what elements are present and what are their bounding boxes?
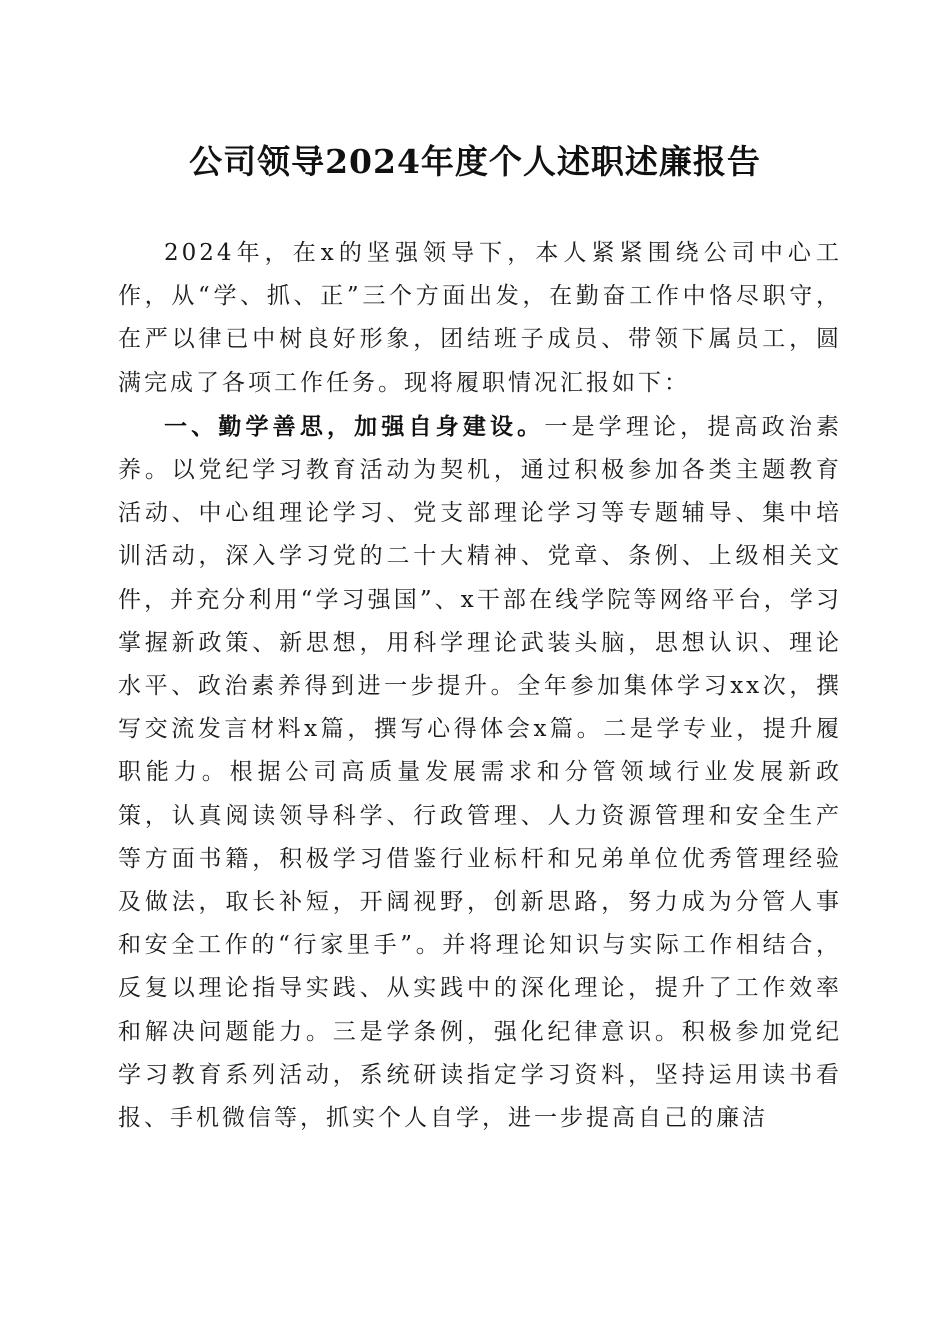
document-title: 公司领导2024年度个人述职述廉报告 xyxy=(189,142,761,181)
section-1-text: 一是学理论，提高政治素养。以党纪学习教育活动为契机，通过积极参加各类主题教育活动、中心组理论学习、党支部理论学习等专题辅导、集中培训活动，深入学习党的二十大精神、党章、条例、上级相关文件，并充分利用“学习强国”、x干部在线学院等网络平台，学习掌握新政策、新思想，用科学理论武装头脑，思想认识、理论水平、政治素养得到进一步提升。全年参加集体学习xx次，撰写交流发言材料x篇，撰写心得体会x篇。二是学专业，提升履职能力。根据公司高质量发展需求和分管领域行业发展新政策，认真阅读领导科学、行政管理、人力资源管理和安全生产等方面书籍，积极学习借鉴行业标杆和兄弟单位优秀管理经验及做法，取长补短，开阔视野，创新思路，努力成为分管人事和安全工作的“行家里手”。并将理论知识与实际工作相结合，反复以理论指导实践、从实践中的深化理论，提升了工作效率和解决问题能力。三是学条例，强化纪律意识。积极参加党纪学习教育系列活动，系统研读指定学习资料，坚持运用读书看报、手机微信等，抓实个人自学，进一步提高自己的廉洁 xyxy=(118,413,843,1132)
section-1-paragraph xyxy=(118,405,842,1140)
document-body xyxy=(118,232,842,1140)
section-1-heading: 一、勤学善思，加强自身建设。 xyxy=(164,412,545,440)
intro-paragraph: 2024年，在x的坚强领导下，本人紧紧围绕公司中心工作，从“学、抓、正”三个方面出发，在勤奋工作中恪尽职守，在严以律已中树良好形象，团结班子成员、带领下属员工，圆满完成了各项工作任务。现将履职情况汇报如下： xyxy=(118,240,842,396)
